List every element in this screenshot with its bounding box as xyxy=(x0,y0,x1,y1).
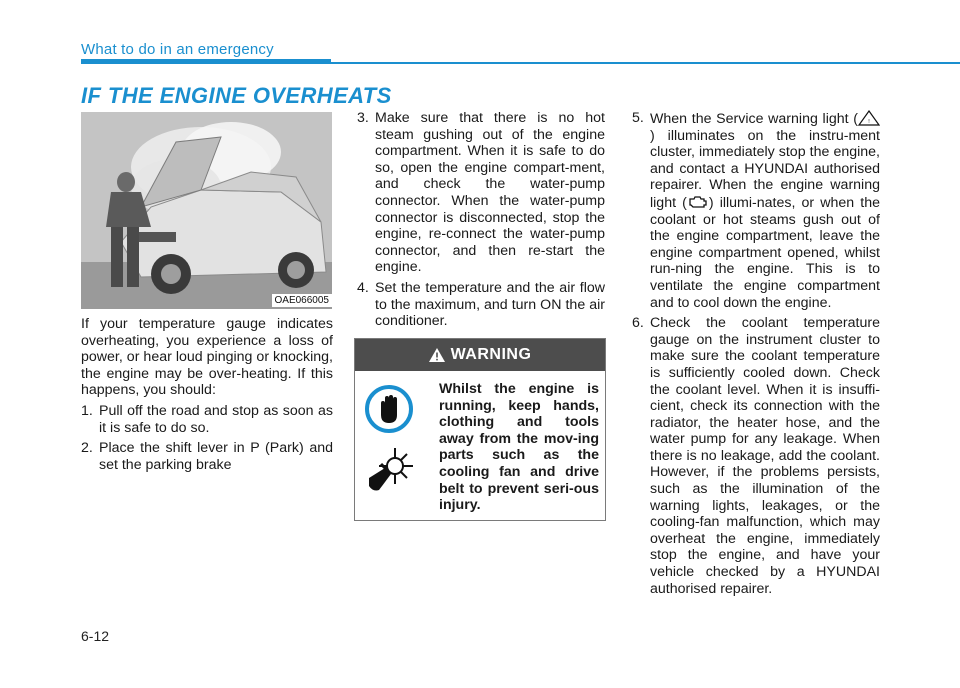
item-number: 4. xyxy=(357,279,369,296)
item-number: 1. xyxy=(81,402,93,419)
item-text-part: ) illumi-nates, or when the coolant or hot steams gush out of the engine compartment, leave the engine compartment opened, whilst run-ning the engine. This is to ventilate the engine compartment and to cool down the engine. xyxy=(650,194,880,311)
warning-text: Whilst the engine is running, keep hands, clothing and tools away from the mov-ing parts such as the cooling fan and drive belt to prevent seri-ous injury. xyxy=(439,381,599,514)
header-title: What to do in an emergency xyxy=(81,41,274,58)
engine-warning-icon xyxy=(687,194,709,210)
header-rule xyxy=(81,62,960,64)
list-item xyxy=(357,110,605,276)
item-text xyxy=(650,110,880,311)
stop-hand-icon xyxy=(365,385,413,433)
list-item xyxy=(632,315,880,597)
item-text-part: ) illuminates on the instru-ment cluster, immediately stop the engine, and contact a HYUNDAI authorised repairer. When the engine warning light ( xyxy=(650,127,880,211)
item-text: Pull off the road and stop as soon as it is safe to do so. xyxy=(99,402,333,436)
fan-hazard-icon xyxy=(365,444,417,496)
item-text: Check the coolant temperature gauge on the instrument cluster to make sure the coolant temperature is sufficiently cooled down. Check the coolant level. When it is insuffi-cient, check its connection with the radiator, the heater hose, and the water pump for any leakage. When there is no leakage, add the coolant. However, if the problems persists, such as the illumination of the warning lights, leakages, or the cooling-fan malfunction, which may overheat the engine, immediately stop the engine, and have your vehicle checked by a HYUNDAI authorised repairer. xyxy=(650,315,880,597)
list-item xyxy=(632,110,880,311)
service-warning-icon xyxy=(858,110,880,126)
item-text: Set the temperature and the air flow to the maximum, and turn ON the air conditioner. xyxy=(375,279,605,330)
engine-overheat-photo xyxy=(81,112,332,309)
item-text-part: When the Service warning light ( xyxy=(650,111,858,127)
car-steam-illustration xyxy=(81,112,332,309)
intro-paragraph: If your temperature gauge indicates overheating, you experience a loss of power, or hear loud pinging or knocking, the engine may be over-heating. If this happens, you should: xyxy=(81,316,333,399)
column-3 xyxy=(632,110,880,597)
svg-text:!: ! xyxy=(867,119,871,125)
list-item xyxy=(81,440,333,473)
item-text: Place the shift lever in P (Park) and set the parking brake xyxy=(99,440,333,473)
list-item xyxy=(81,403,333,436)
page-number: 6-12 xyxy=(81,628,110,644)
section-title: IF THE ENGINE OVERHEATS xyxy=(81,83,392,108)
warning-header xyxy=(355,339,605,371)
warning-label: WARNING xyxy=(450,346,532,363)
warning-box xyxy=(354,338,606,521)
column-1 xyxy=(81,316,333,473)
item-number: 6. xyxy=(632,315,644,332)
item-text: Make sure that there is no hot steam gushing out of the engine compartment. When it is safe to do so, open the engine compart-ment, and check the water-pump connector. When the water-pump connector is disconnected, stop the engine, re-connect the water-pump connector, and then re-start the engine. xyxy=(375,110,605,276)
warning-triangle-icon xyxy=(429,348,445,362)
item-number: 5. xyxy=(632,110,644,126)
item-number: 3. xyxy=(357,110,369,126)
figure-code: OAE066005 xyxy=(272,294,333,307)
warning-icons xyxy=(365,385,417,496)
column-2 xyxy=(357,110,605,330)
list-item xyxy=(357,280,605,330)
item-number: 2. xyxy=(81,440,93,457)
